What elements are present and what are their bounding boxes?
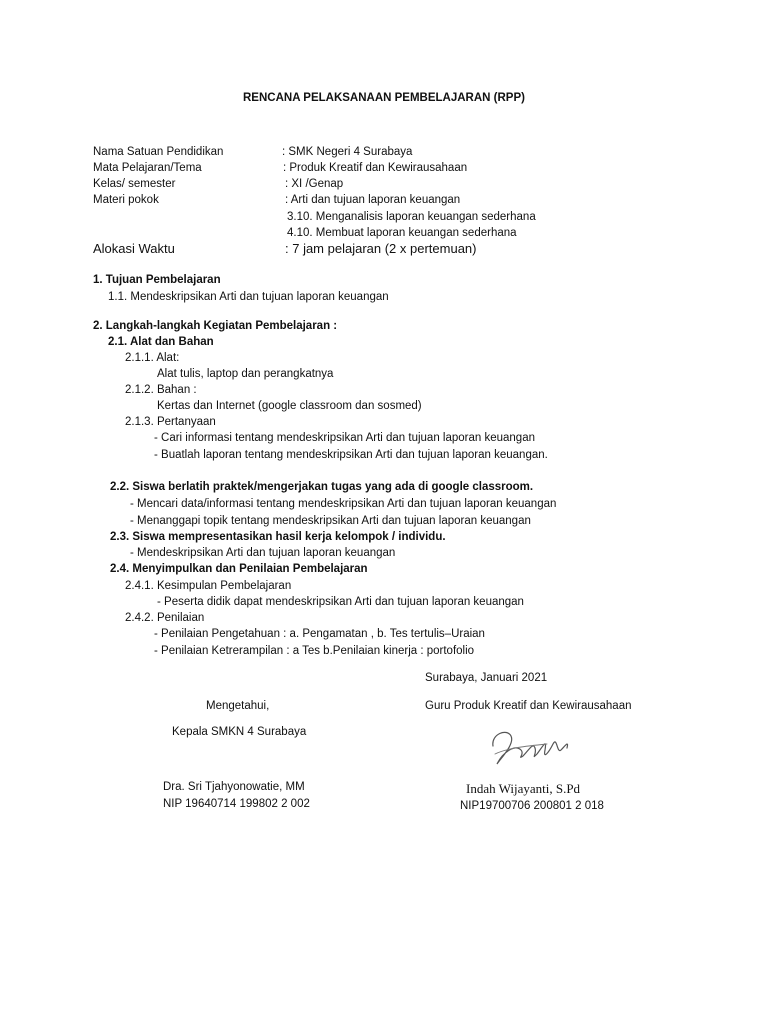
- teacher-role: Guru Produk Kreatif dan Kewirausahaan: [425, 700, 632, 712]
- section-2-2-heading: 2.2. Siswa berlatih praktek/mengerjakan tugas yang ada di google classroom.: [110, 481, 534, 493]
- main-material-value: : Arti dan tujuan laporan keuangan: [285, 194, 461, 206]
- class-semester-value: : XI /Genap: [285, 178, 344, 190]
- principal-role: Kepala SMKN 4 Surabaya: [172, 726, 307, 738]
- handwritten-signature: [487, 724, 577, 770]
- time-allocation-label: Alokasi Waktu: [93, 241, 175, 256]
- section-1-heading: 1. Tujuan Pembelajaran: [93, 274, 221, 286]
- basic-competency-4-10: 4.10. Membuat laporan keuangan sederhana: [287, 227, 517, 239]
- section-2-3-item-a: - Mendeskripsikan Arti dan tujuan laporan keuangan: [130, 547, 396, 559]
- section-2-heading: 2. Langkah-langkah Kegiatan Pembelajaran :: [93, 320, 338, 332]
- section-2-4-heading: 2.4. Menyimpulkan dan Penilaian Pembelajaran: [110, 563, 368, 575]
- subject-value: : Produk Kreatif dan Kewirausahaan: [283, 162, 468, 174]
- teacher-nip: NIP19700706 200801 2 018: [460, 800, 604, 812]
- school-label: Nama Satuan Pendidikan: [93, 146, 224, 158]
- section-2-1-3-question-1: - Cari informasi tentang mendeskripsikan Arti dan tujuan laporan keuangan: [154, 432, 535, 444]
- section-2-2-item-b: - Menanggapi topik tentang mendeskripsikan Arti dan tujuan laporan keuangan: [130, 515, 531, 527]
- section-2-1-1: 2.1.1. Alat:: [125, 352, 180, 364]
- section-2-1-2-detail: Kertas dan Internet (google classroom dan sosmed): [157, 400, 422, 412]
- section-2-1-2: 2.1.2. Bahan :: [125, 384, 197, 396]
- section-2-4-2: 2.4.2. Penilaian: [125, 612, 205, 624]
- subject-label: Mata Pelajaran/Tema: [93, 162, 202, 174]
- section-2-4-1: 2.4.1. Kesimpulan Pembelajaran: [125, 580, 292, 592]
- acknowledgement-label: Mengetahui,: [206, 700, 270, 712]
- skill-assessment: - Penilaian Ketrerampilan : a Tes b.Penilaian kinerja : portofolio: [154, 645, 475, 657]
- knowledge-assessment: - Penilaian Pengetahuan : a. Pengamatan , b. Tes tertulis–Uraian: [154, 628, 485, 640]
- class-semester-label: Kelas/ semester: [93, 178, 176, 190]
- principal-name: Dra. Sri Tjahyonowatie, MM: [163, 781, 305, 793]
- teacher-name: Indah Wijayanti, S.Pd: [466, 781, 581, 796]
- main-material-label: Materi pokok: [93, 194, 159, 206]
- section-2-4-1-item: - Peserta didik dapat mendeskripsikan Arti dan tujuan laporan keuangan: [157, 596, 524, 608]
- section-2-1-3: 2.1.3. Pertanyaan: [125, 416, 216, 428]
- basic-competency-3-10: 3.10. Menganalisis laporan keuangan sederhana: [287, 211, 536, 223]
- school-value: : SMK Negeri 4 Surabaya: [282, 146, 413, 158]
- principal-nip: NIP 19640714 199802 2 002: [163, 798, 310, 810]
- section-2-1-3-question-2: - Buatlah laporan tentang mendeskripsikan Arti dan tujuan laporan keuangan.: [154, 449, 548, 461]
- section-1-1-item: 1.1. Mendeskripsikan Arti dan tujuan laporan keuangan: [108, 291, 389, 303]
- section-2-1-heading: 2.1. Alat dan Bahan: [108, 336, 214, 348]
- section-2-3-heading: 2.3. Siswa mempresentasikan hasil kerja kelompok / individu.: [110, 531, 446, 543]
- document-title: RENCANA PELAKSANAAN PEMBELAJARAN (RPP): [243, 92, 525, 104]
- time-allocation-value: : 7 jam pelajaran (2 x pertemuan): [285, 241, 477, 256]
- section-2-2-item-a: - Mencari data/informasi tentang mendeskripsikan Arti dan tujuan laporan keuangan: [130, 498, 557, 510]
- place-and-date: Surabaya, Januari 2021: [425, 672, 548, 684]
- section-2-1-1-detail: Alat tulis, laptop dan perangkatnya: [157, 368, 334, 380]
